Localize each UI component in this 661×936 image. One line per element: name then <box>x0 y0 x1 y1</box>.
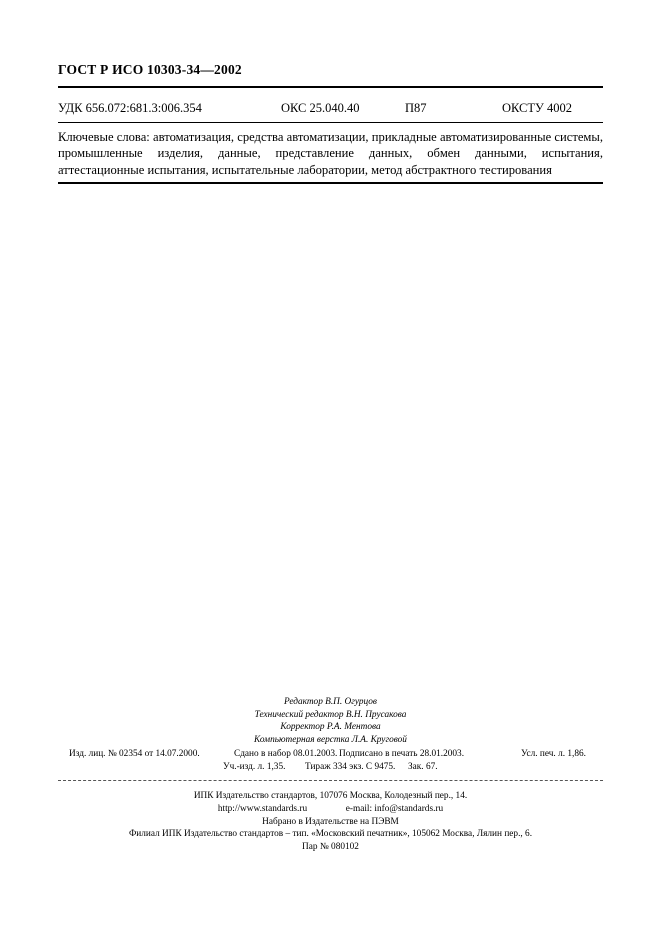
circulation: Тираж 334 экз. С 9475. <box>305 762 396 772</box>
publisher-sheets: Уч.-изд. л. 1,35. <box>223 762 286 772</box>
order-number: Зак. 67. <box>408 762 438 772</box>
p-code: П87 <box>405 101 427 115</box>
license-info: Изд. лиц. № 02354 от 14.07.2000. <box>69 749 200 759</box>
typesetting-note: Набрано в Издательстве на ПЭВМ <box>262 816 399 827</box>
colophon-block <box>58 696 603 746</box>
print-info-block <box>58 748 603 774</box>
oks-code: ОКС 25.040.40 <box>281 101 360 115</box>
publisher-address: ИПК Издательство стандартов, 107076 Москва, Колодезный пер., 14. <box>193 791 468 801</box>
okstu-code: ОКСТУ 4002 <box>502 101 573 115</box>
header-rule-middle <box>58 122 603 123</box>
signed-date: Подписано в печать 28.01.2003. <box>339 749 465 759</box>
printed-sheets: Усл. печ. л. 1,86. <box>521 749 586 759</box>
publisher-email[interactable]: e-mail: info@standards.ru <box>345 803 444 814</box>
layout-line: Компьютерная верстка Л.А. Круговой <box>254 734 407 745</box>
technical-editor-line: Технический редактор В.Н. Прусакова <box>254 709 407 720</box>
par-number: Пар № 080102 <box>302 842 359 853</box>
typeset-date: Сдано в набор 08.01.2003. <box>234 749 338 759</box>
printing-house: Филиал ИПК Издательство стандартов – тип. «Московский печатник», 105062 Москва, Лялин пер., 6. <box>128 829 533 840</box>
corrector-line: Корректор Р.А. Ментова <box>280 722 381 733</box>
publisher-block <box>58 790 603 854</box>
header-rule-top <box>58 86 603 88</box>
publisher-contacts <box>58 803 603 816</box>
keywords-paragraph: Ключевые слова: автоматизация, средства автоматизации, прикладные автоматизированные системы, промышленные изделия, данные, представление данных, обмен данными, испытания, аттестационные испытания, испытательные лаборатории, метод абстрактного тестирования <box>58 130 603 177</box>
page-title: ГОСТ Р ИСО 10303-34—2002 <box>58 62 242 77</box>
footer-divider <box>58 780 603 781</box>
classification-codes-row <box>58 101 603 117</box>
header-rule-bottom <box>58 182 603 184</box>
publisher-website[interactable]: http://www.standards.ru <box>217 803 308 814</box>
udk-code: УДК 656.072:681.3:006.354 <box>58 101 202 115</box>
print-info-row-2 <box>58 761 603 774</box>
editor-line: Редактор В.П. Огурцов <box>284 697 377 707</box>
print-info-row-1 <box>58 748 603 761</box>
